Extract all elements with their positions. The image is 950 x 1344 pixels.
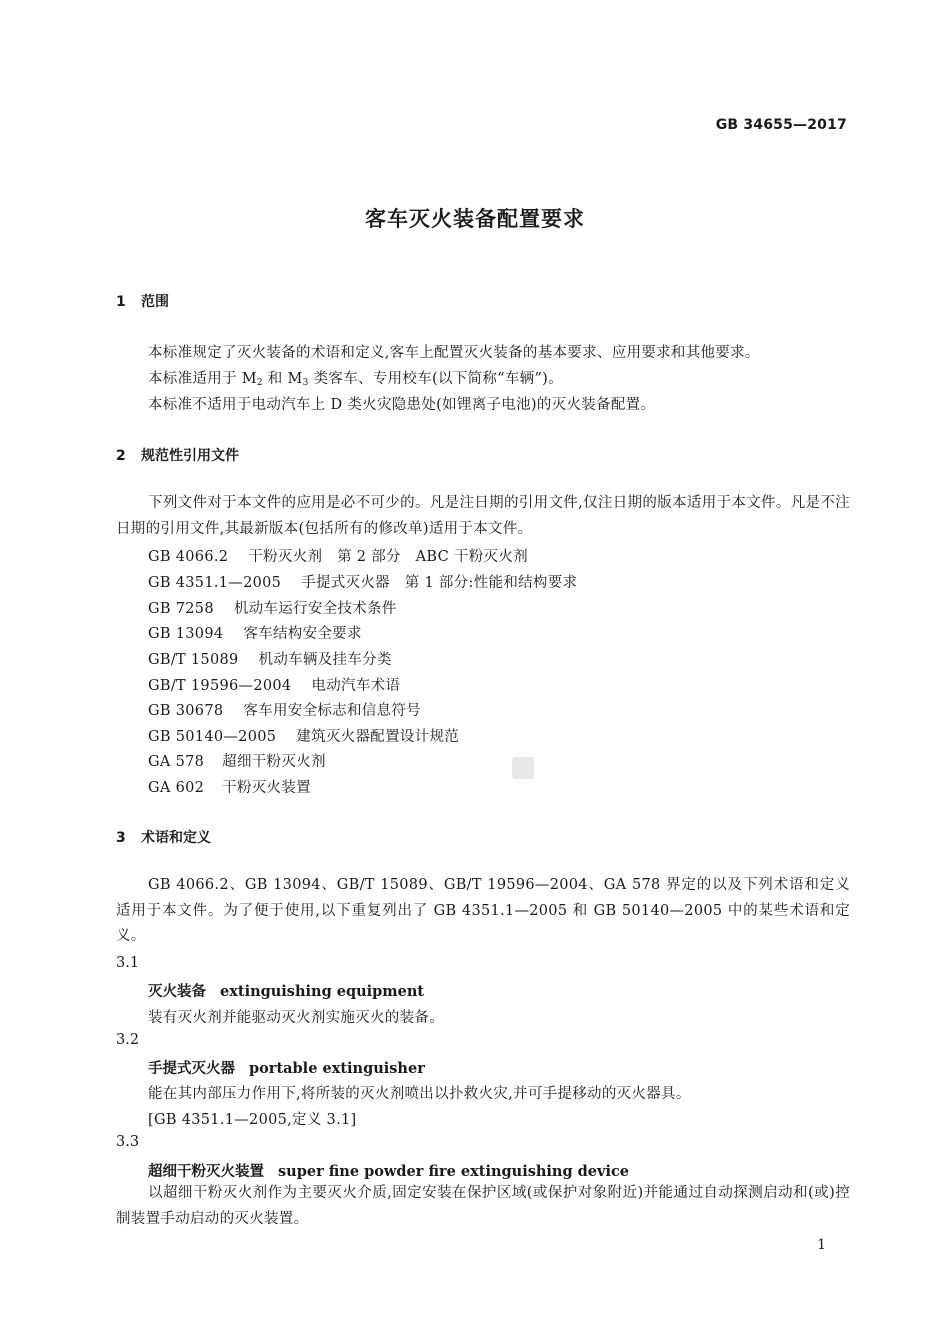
reference-item: GB/T 19596—2004 电动汽车术语 [148,678,401,694]
reference-item: GB 30678 客车用安全标志和信息符号 [148,703,421,719]
section-number: 1 [116,294,126,310]
reference-item: GB 4351.1—2005 手提式灭火器 第 1 部分:性能和结构要求 [148,575,578,591]
section-number: 2 [116,448,126,464]
section-2-heading [116,445,239,465]
term-heading [148,1160,629,1181]
reference-item: GB/T 15089 机动车辆及挂车分类 [148,652,392,668]
standard-code: GB 34655—2017 [715,117,847,133]
section-number: 3 [116,830,126,846]
term-number: 3.1 [116,955,140,971]
term-zh: 超细干粉灭火装置 [148,1163,264,1180]
document-title: 客车灭火装备配置要求 [365,207,585,231]
reference-item: GB 13094 客车结构安全要求 [148,626,362,642]
section-title: 规范性引用文件 [141,448,239,464]
reference-item: GA 578 超细干粉灭火剂 [148,754,326,770]
scope-paragraph: 本标准规定了灭火装备的术语和定义,客车上配置灭火装备的基本要求、应用要求和其他要求。 [148,345,760,361]
term-en: extinguishing equipment [220,983,425,1000]
terms-intro: GB 4066.2、GB 13094、GB/T 15089、GB/T 19596—2004、GA 578 界定的以及下列术语和定义适用于本文件。为了便于使用,以下重复列出了 GB 4351.1—2005 和 GB 50140—2005 中的某些术语和定义。 [116,877,850,944]
reference-item: GB 50140—2005 建筑灭火器配置设计规范 [148,729,460,745]
term-zh: 灭火装备 [148,983,206,1000]
scope-applicability: 本标准适用于 $M_2$ 和 $M_3$ 类客车、专用校车(以下简称“车辆”)。 [148,371,563,388]
page-number: 1 [817,1237,826,1253]
term-definition: 以超细干粉灭火剂作为主要灭火介质,固定安装在保护区域(或保护对象附近)并能通过自动探测启动和(或)控制装置手动启动的灭火装置。 [116,1185,850,1227]
term-number: 3.2 [116,1032,140,1048]
term-heading [148,1057,425,1078]
references-intro: 下列文件对于本文件的应用是必不可少的。凡是注日期的引用文件,仅注日期的版本适用于本文件。凡是不注日期的引用文件,其最新版本(包括所有的修改单)适用于本文件。 [116,495,850,537]
term-en: super fine powder fire extinguishing device [278,1163,630,1180]
term-definition: 装有灭火剂并能驱动灭火剂实施灭火的装备。 [148,1010,444,1026]
scan-artifact [512,757,534,779]
section-1-heading [116,291,169,311]
reference-item: GB 4066.2 干粉灭火剂 第 2 部分 ABC 干粉灭火剂 [148,549,528,565]
section-title: 术语和定义 [141,830,211,846]
term-heading [148,980,424,1001]
term-number: 3.3 [116,1134,140,1150]
section-title: 范围 [141,294,169,310]
term-en: portable extinguisher [249,1060,425,1077]
term-source: [GB 4351.1—2005,定义 3.1] [148,1112,357,1128]
term-definition: 能在其内部压力作用下,将所装的灭火剂喷出以扑救火灾,并可手提移动的灭火器具。 [148,1086,691,1102]
reference-item: GA 602 干粉灭火装置 [148,780,311,796]
section-3-heading [116,827,211,847]
term-zh: 手提式灭火器 [148,1060,235,1077]
reference-item: GB 7258 机动车运行安全技术条件 [148,601,397,617]
scope-exclusion: 本标准不适用于电动汽车上 D 类火灾隐患处(如锂离子电池)的灭火装备配置。 [148,397,656,413]
